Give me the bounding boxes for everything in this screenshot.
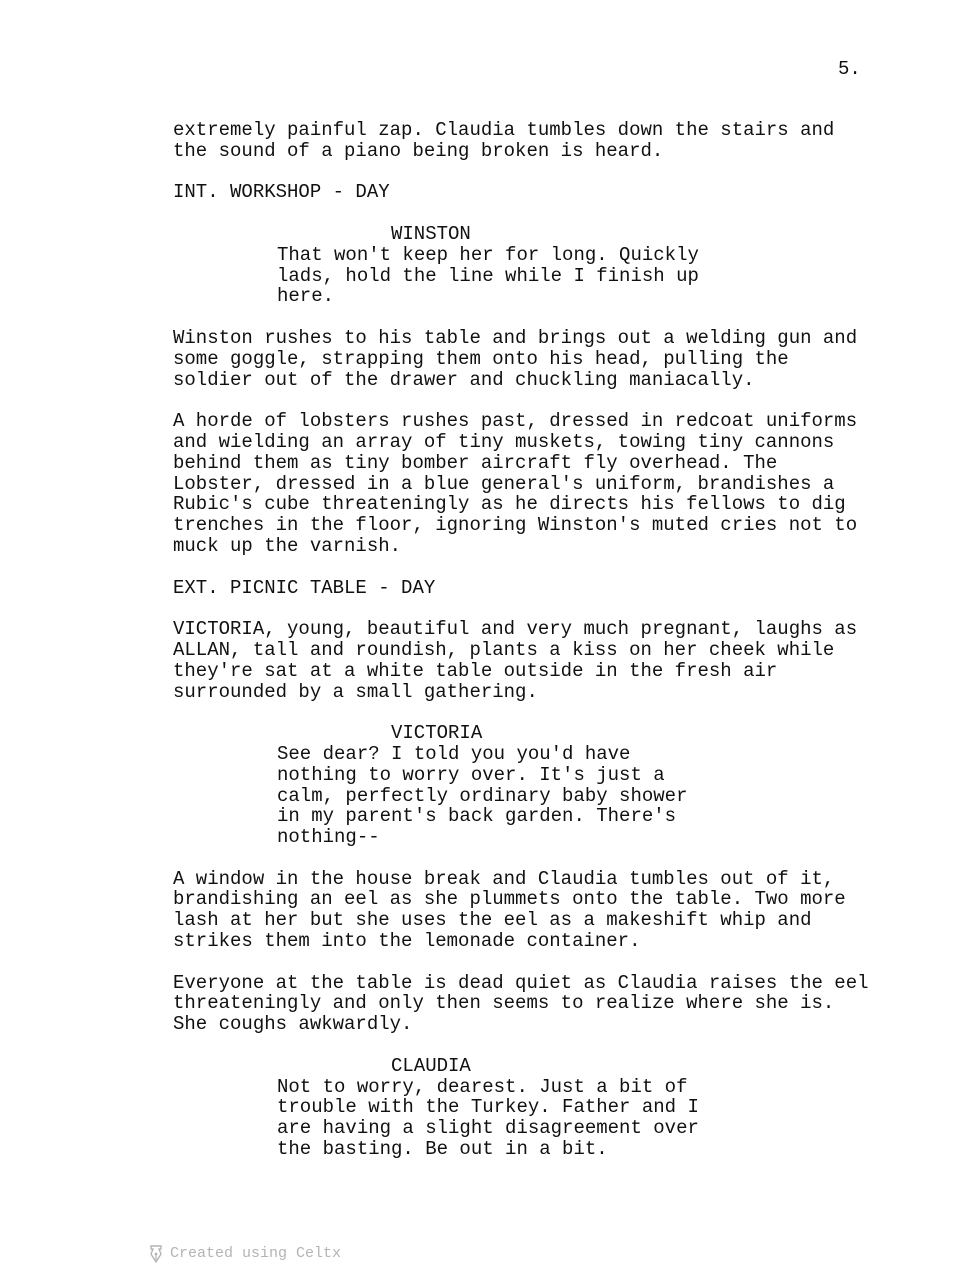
action-block — [173, 411, 893, 557]
action-block — [173, 328, 893, 390]
action-line: Rubic's cube threateningly as he directs his fellows to dig — [173, 493, 846, 516]
dialogue-line: Not to worry, dearest. Just a bit of — [277, 1075, 688, 1098]
action-line: behind them as tiny bomber aircraft fly overhead. The — [173, 451, 778, 474]
action-line: trenches in the floor, ignoring Winston's muted cries not to — [173, 514, 858, 537]
dialogue-line: the basting. Be out in a bit. — [277, 1138, 608, 1161]
action-block — [173, 120, 893, 162]
character-name — [173, 1056, 893, 1077]
dialogue-line: calm, perfectly ordinary baby shower — [277, 784, 688, 807]
action-line: She coughs awkwardly. — [173, 1013, 413, 1036]
scene-heading-text: INT. WORKSHOP - DAY — [173, 181, 390, 204]
action-line: some goggle, strapping them onto his head, pulling the — [173, 347, 789, 370]
action-block — [173, 869, 893, 952]
action-line: muck up the varnish. — [173, 534, 402, 557]
dialogue-block — [173, 1077, 893, 1160]
dialogue-block — [173, 245, 893, 307]
dialogue-line: nothing to worry over. It's just a — [277, 763, 665, 786]
character-name — [173, 723, 893, 744]
action-line: soldier out of the drawer and chuckling maniacally. — [173, 368, 755, 391]
dialogue-line: That won't keep her for long. Quickly — [277, 243, 699, 266]
dialogue-line: here. — [277, 285, 335, 308]
page-number: 5. — [838, 58, 861, 80]
scene-heading-text: EXT. PICNIC TABLE - DAY — [173, 576, 436, 599]
dialogue-block — [173, 744, 893, 848]
action-line: VICTORIA, young, beautiful and very much pregnant, laughs as — [173, 618, 858, 641]
dialogue-line: lads, hold the line while I finish up — [277, 264, 699, 287]
screenplay-body — [173, 120, 893, 1160]
character-name-text: WINSTON — [391, 222, 471, 245]
action-line: ALLAN, tall and roundish, plants a kiss on her cheek while — [173, 638, 835, 661]
action-line: Winston rushes to his table and brings out a welding gun and — [173, 326, 858, 349]
action-line: A horde of lobsters rushes past, dressed in redcoat uniforms — [173, 410, 858, 433]
action-line: Everyone at the table is dead quiet as Claudia raises the eel — [173, 971, 869, 994]
character-name-text: CLAUDIA — [391, 1054, 471, 1077]
dialogue-line: trouble with the Turkey. Father and I — [277, 1096, 699, 1119]
action-line: they're sat at a white table outside in the fresh air — [173, 659, 778, 682]
action-line: extremely painful zap. Claudia tumbles down the stairs and — [173, 119, 835, 141]
action-line: lash at her but she uses the eel as a makeshift whip and — [173, 909, 812, 932]
action-line: A window in the house break and Claudia tumbles out of it, — [173, 867, 835, 890]
scene-heading — [173, 182, 893, 203]
action-line: Lobster, dressed in a blue general's uniform, brandishes a — [173, 472, 835, 495]
dialogue-line: See dear? I told you you'd have — [277, 742, 631, 765]
action-line: strikes them into the lemonade container. — [173, 930, 641, 953]
action-line: and wielding an array of tiny muskets, towing tiny cannons — [173, 430, 835, 453]
footer-text: Created using Celtx — [170, 1245, 342, 1262]
action-block — [173, 619, 893, 702]
action-line: threateningly and only then seems to realize where she is. — [173, 992, 835, 1015]
scene-heading — [173, 578, 893, 599]
action-line: brandishing an eel as she plummets onto the table. Two more — [173, 888, 846, 911]
action-line: the sound of a piano being broken is heard. — [173, 139, 664, 162]
dialogue-line: are having a slight disagreement over — [277, 1117, 699, 1140]
character-name — [173, 224, 893, 245]
dialogue-line: in my parent's back garden. There's — [277, 805, 677, 828]
character-name-text: VICTORIA — [391, 722, 483, 745]
action-line: surrounded by a small gathering. — [173, 680, 538, 703]
celtx-footer — [148, 1244, 341, 1264]
dialogue-line: nothing-- — [277, 826, 380, 849]
pen-nib-icon — [148, 1245, 164, 1263]
action-block — [173, 973, 893, 1035]
